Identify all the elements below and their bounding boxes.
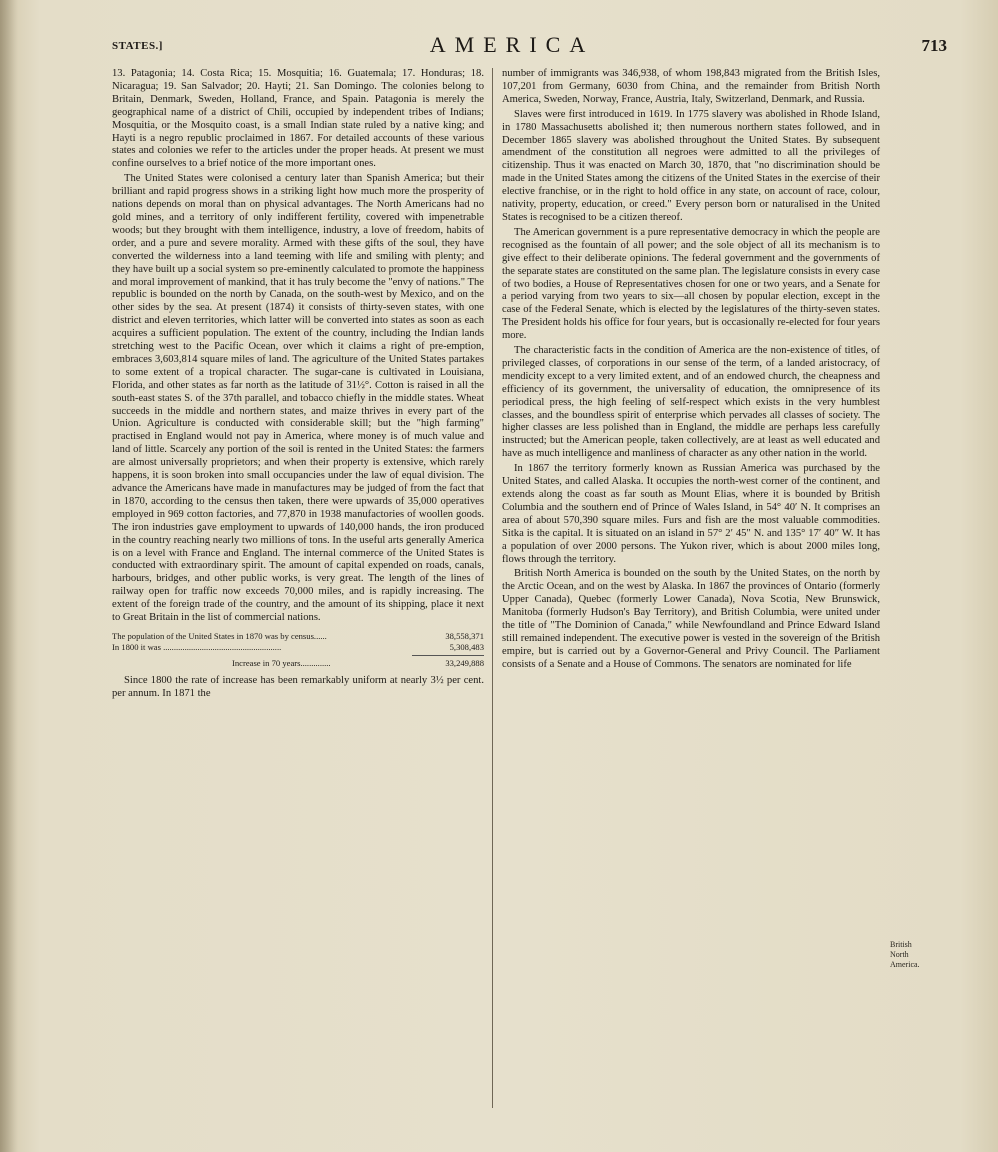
- paragraph: The American government is a pure representative democracy in which the people are recognised as the fountain of all power; and the sole object of all its mechanism is to give effect to their deliberate opinions. The federal government and the governments of the separate states are constituted on the same plan. The legislature consists in every case of two bodies, a House of Representatives chosen for one or two years, and a Senate for a period varying from two years to six—all chosen by popular election, except in the case of the Federal Senate, which is elected by the legislatures of the thirty-seven states. The President holds his office for four years, but is occasionally re-elected for four years more.: [502, 226, 880, 342]
- paragraph: The characteristic facts in the condition of America are the non-existence of titles, of privileged classes, of corporations in our sense of the term, of a landed aristocracy, of mendicity except to a very limited extent, and of an endowed church, the cheapness and efficiency of its government, the universality of education, the omnipresence of its periodical press, the high feeling of self-respect which exists in the very humblest classes, and the boundless spirit of enterprise which pervades all classes of society. The higher classes are less polished than in England, the middle are perhaps less carefully instructed; but the American people, taken collectively, are at least as well educated and have as much intelligence and manliness of character as any other nation in the world.: [502, 345, 880, 460]
- page-number: 713: [921, 36, 947, 55]
- table-value: 5,308,483: [449, 641, 484, 652]
- table-row: [112, 642, 484, 653]
- paragraph: Slaves were first introduced in 1619. In 1775 slavery was abolished in Rhode Island, in 1780 Massachusetts abolished it; then numerous northern states followed, and in December 1865 slavery was abolished throughout the United States. By subsequent amendment of the constitution all negroes were admitted to all the privileges of citizenship. Thus it was enacted on March 30, 1870, that "no discrimination should be made in the United States among the citizens of the United States in the exercise of their elective franchise, or in the right to hold office in any state, on account of race, colour, nativity, property, education, or creed." Every person born or naturalised in the United States is recognised to be a citizen thereof.: [502, 108, 880, 223]
- margin-note-line: America.: [890, 960, 920, 969]
- paragraph: The United States were colonised a century later than Spanish America; but their brilliant and rapid progress shows in a striking light how much more the prosperity of nations depends on moral than on physical advantages. The North Americans had no gold mines, and a territory of only indifferent fertility, covered with impenetrable woods; but they brought with them intelligence, industry, a love of freedom, habits of order, and a pure and severe morality. Armed with these gifts of the soul, they have converted the wilderness into a land teeming with life and smiling with plenty; and they have built up a social system so pre-eminently calculated to promote the happiness and moral improvement of mankind, that it has truly become the "envy of nations." The republic is bounded on the north by Canada, on the south-west by Mexico, and on the other sides by the sea. At present (1874) it consists of thirty-seven states, with one district and eleven territories, which latter will be converted into states as soon as each acquires a sufficient population. The extent of the country, including the Indian lands stretching west to the Pacific Ocean, over which it claims a right of pre-emption, embraces 3,603,814 square miles of land. The agriculture of the United States partakes to some extent of a tropical character. The sugar-cane is cultivated in Louisiana, Florida, and other states as far north as the latitude of 31½°. Cotton is raised in all the south-east states S. of the 37th parallel, and tobacco chiefly in the middle states. Wheat succeeds in the middle and northern states, and maize thrives in every part of the Union. Agriculture is conducted with considerable skill; but the "high farming" practised in England would not pay in America, where money is of much value and land of little. Scarcely any portion of the soil is rented in the United States: the farmers are almost universally proprietors; and when their property is extensive, which rarely happens, it is soon broken into small occupancies under the law of equal division. The advance the Americans have made in manufactures may be judged of from the fact that in 1870, according to the census then taken, there were upwards of 35,000 operatives employed in 969 cotton factories, and 77,870 in 1938 manufactories of woollen goods. The iron industries gave employment to upwards of 140,000 hands, the iron produced in the country reaching nearly two millions of tons. In the useful arts generally America is on a level with France and England. The internal commerce of the United States is conducted with extraordinary spirit. The amount of capital expended on roads, canals, harbours, bridges, and other public works, is very great. The length of the lines of railway open for traffic now exceeds 70,000 miles, and is rapidly increasing. The extent of the foreign trade of the country, and the amount of its shipping, place it next to Great Britain in the list of commercial nations.: [112, 173, 484, 624]
- population-table: [112, 631, 484, 669]
- table-value: 38,558,371: [445, 630, 484, 641]
- left-column: [112, 68, 484, 1088]
- paragraph: In 1867 the territory formerly known as Russian America was purchased by the United States, and called Alaska. It occupies the north-west corner of the continent, and extends along the coast as far south as Mount Elias, where it is bounded by British Columbia and the southern end of Prince of Wales Island, in 54° 40′ N. It comprises an area of about 570,390 square miles. Furs and fish are the most valuable commodities. Sitka is the capital. It is situated on an island in 57° 2′ 45″ N. and 135° 17′ 40″ W. It has a population of over 2000 persons. The Yukon river, which is about 2000 miles long, flows through the territory.: [502, 463, 880, 565]
- table-rule: [412, 655, 484, 656]
- margin-note-line: North: [890, 950, 909, 959]
- page-title: AMERICA: [429, 32, 595, 57]
- right-column: [502, 68, 880, 1148]
- table-label: The population of the United States in 1870 was by census......: [112, 630, 327, 641]
- table-value: 33,249,888: [445, 657, 484, 668]
- section-label: STATES.]: [112, 40, 163, 52]
- column-divider: [492, 68, 493, 1108]
- running-header: [112, 32, 947, 62]
- margin-note: [890, 940, 950, 970]
- paragraph: number of immigrants was 346,938, of whom 198,843 migrated from the British Isles, 107,201 from Germany, 6030 from China, and the remainder from British North America, Sweden, Norway, France, Austria, Italy, Switzerland, Denmark, and Russia.: [502, 68, 880, 105]
- paragraph: Since 1800 the rate of increase has been remarkably uniform at nearly 3½ per cent. per annum. In 1871 the: [112, 674, 484, 699]
- binding-shadow: [0, 0, 18, 1152]
- table-row: [112, 631, 484, 642]
- paragraph: 13. Patagonia; 14. Costa Rica; 15. Mosquitia; 16. Guatemala; 17. Honduras; 18. Nicaragua; 19. San Salvador; 20. Hayti; 21. San Domingo. The colonies belong to Britain, Denmark, Sweden, Holland, France, and Spain. Patagonia is merely the geographical name of a district of Chili, occupied by independent tribes of Indians; Mosquitia, or the Mosquito coast, is a small Indian state ruled by a native king; and Hayti is a negro republic proclaimed in 1867. For detailed accounts of these various states and colonies we refer to the articles under the proper heads. At present we must confine ourselves to a brief notice of the more important ones.: [112, 68, 484, 170]
- margin-note-line: British: [890, 940, 912, 949]
- table-total-row: [232, 658, 484, 669]
- table-label: Increase in 70 years..............: [232, 657, 331, 668]
- paragraph: British North America is bounded on the south by the United States, on the north by the Arctic Ocean, and on the west by Alaska. In 1867 the provinces of Ontario (formerly Upper Canada), Quebec (formerly Lower Canada), Nova Scotia, New Brunswick, Manitoba (formerly Hudson's Bay Territory), and British Columbia, were united under the title of "The Dominion of Canada," while Newfoundland and Prince Edward Island still remained independent. The executive power is vested in the sovereign of the British empire, but is carried out by a Governor-General and Privy Council. The Parliament consists of a Senate and a House of Commons. The senators are nominated for life: [502, 568, 880, 670]
- table-label: In 1800 it was .......................................................: [112, 641, 282, 652]
